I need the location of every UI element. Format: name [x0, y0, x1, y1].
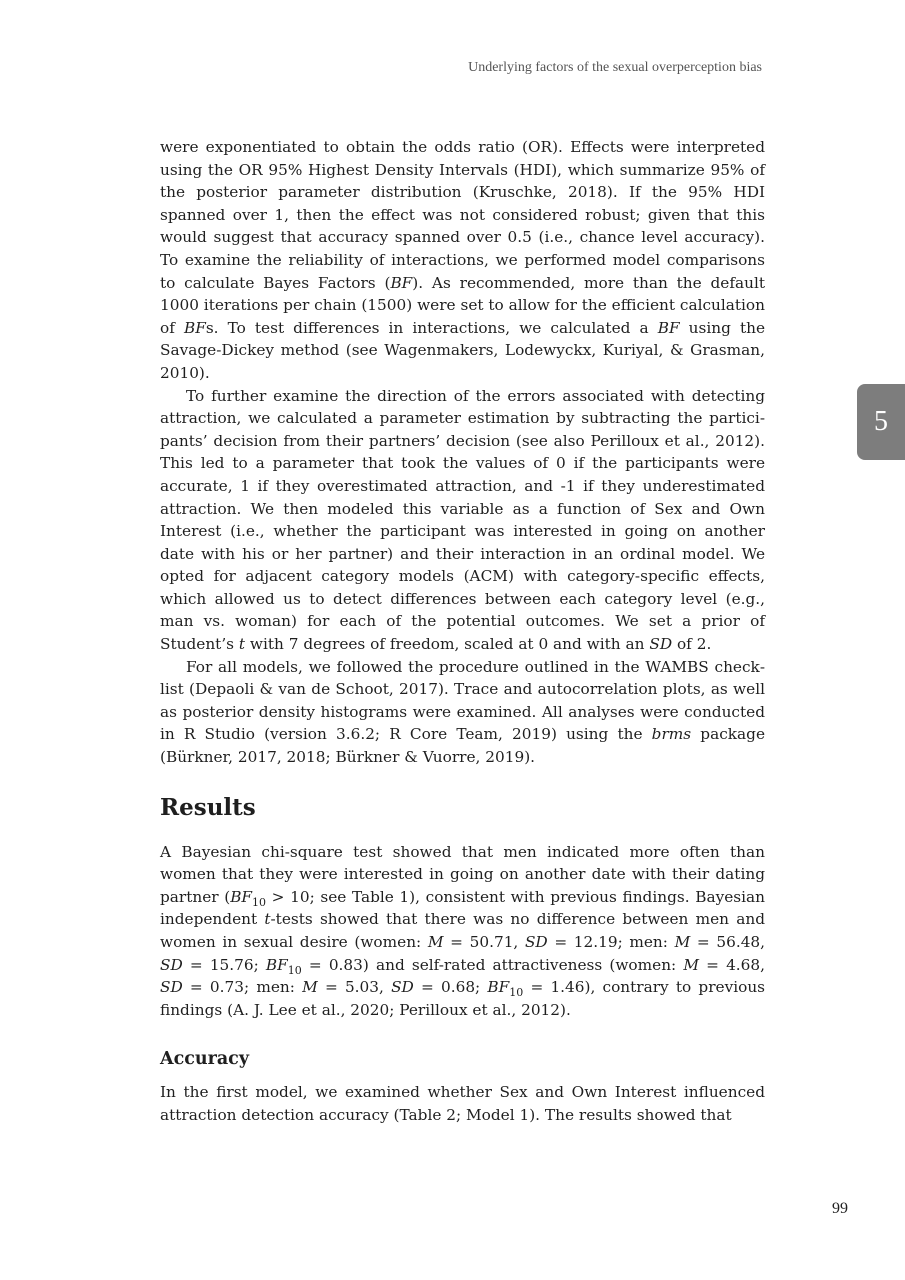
- methods-paragraph-2: To further examine the direction of the errors associated with detecting attraction, we calculated a parameter estimation by subtracting the participants’ decision from their partners’ decision (see also Perilloux et al., 2012). This led to a parameter that took the values of 0 if the participants were accurate, 1 if they overestimated attraction, and -1 if they underestimated attraction. We then modeled this variable as a function of Sex and Own Interest (i.e., whether the participant was interested in going on another date with his or her partner) and their interaction in an ordinal model. We opted for adjacent category models (ACM) with category-specific effects, which allowed us to detect differences between each category level (e.g., man vs. woman) for each of the potential outcomes. We set a prior of Student’s t with 7 degrees of freedom, scaled at 0 and with an SD of 2.: [160, 386, 765, 654]
- methods-paragraph-3: For all models, we followed the procedure outlined in the WAMBS checklist (Depaoli & van de Schoot, 2017). Trace and autocorrelation plots, as well as posterior density histograms were examined. All analyses were conducted in R Studio (version 3.6.2; R Core Team, 2019) using the brms package (Bürkner, 2017, 2018; Bürkner & Vuorre, 2019).: [160, 657, 766, 767]
- chapter-tab[interactable]: 5: [857, 384, 905, 460]
- page-number: 99: [832, 1200, 848, 1217]
- page-body: [160, 136, 765, 1127]
- accuracy-heading: Accuracy: [160, 1049, 249, 1070]
- results-paragraph: A Bayesian chi-square test showed that men indicated more often than women that they were interested in going on another date with their dating partner ($BF_{10} > 10$; see Table 1), consistent with previous findings. Bayesian independent t-tests showed that there was no difference between men and women in sexual desire (women: M = 50.71, SD = 12.19; men: M = 56.48, SD = 15.76; $BF_{10} = 0.83$) and self-rated attractiveness (women: M = 4.68, SD = 0.73; men: M = 5.03, SD = 0.68; $BF_{10} = 1.46$), contrary to previous findings (A. J. Lee et al., 2020; Perilloux et al., 2012).: [160, 842, 766, 1019]
- accuracy-paragraph: In the first model, we examined whether Sex and Own Interest influenced attraction detection accuracy (Table 2; Model 1). The results showed that: [160, 1083, 765, 1124]
- running-title: Underlying factors of the sexual overperception bias: [468, 60, 762, 75]
- methods-paragraph-1: were exponentiated to obtain the odds ratio (OR). Effects were interpreted using the OR 95% Highest Density Intervals (HDI), which summarize 95% of the posterior parameter distribution (Kruschke, 2018). If the 95% HDI spanned over 1, then the effect was not considered robust; given that this would suggest that accuracy spanned over 0.5 (i.e., chance level accuracy). To examine the reliability of interactions, we performed model comparisons to calculate Bayes Factors (BF). As recommended, more than the default 1000 iterations per chain (1500) were set to allow for the efficient calculation of BFs. To test differences in interactions, we calculated a BF using the Savage-Dickey method (see Wagenmakers, Lodewyckx, Kuriyal, & Grasman, 2010).: [160, 138, 766, 382]
- results-heading: Results: [160, 793, 256, 821]
